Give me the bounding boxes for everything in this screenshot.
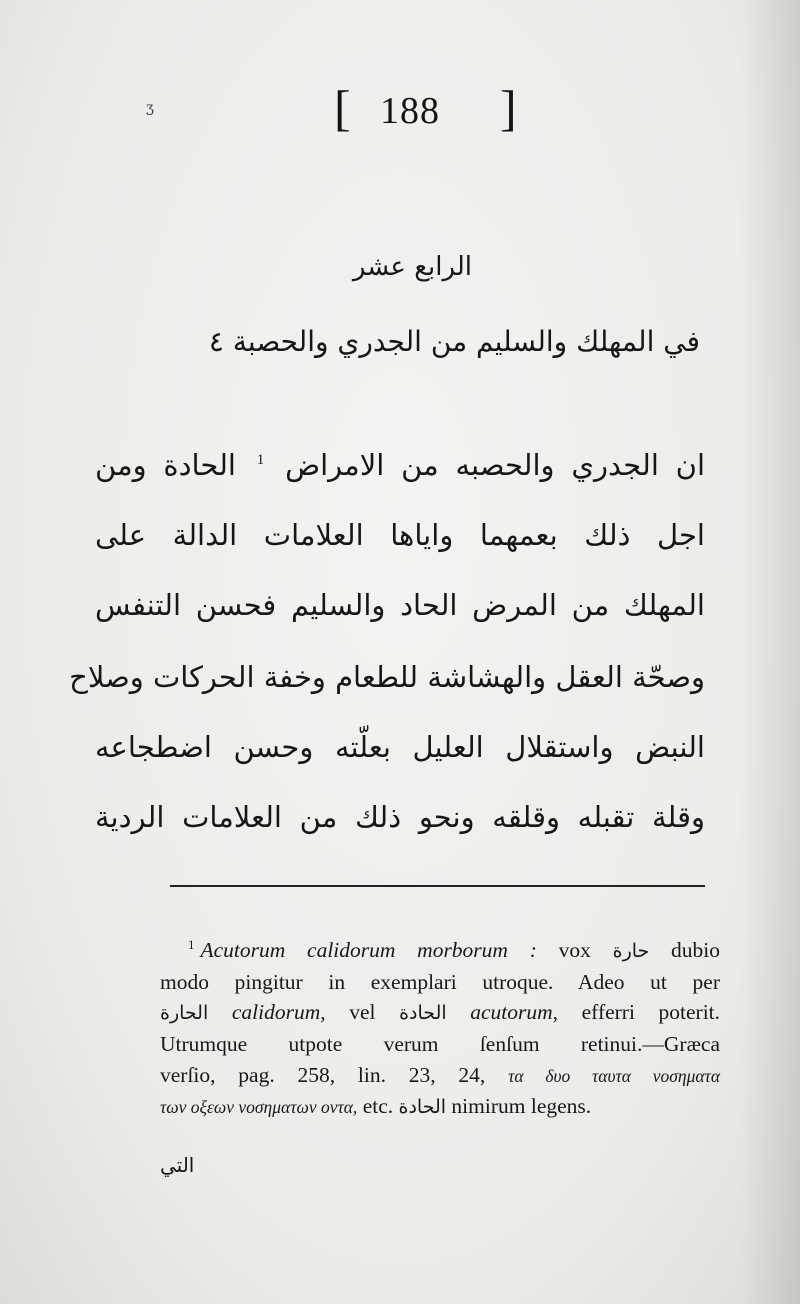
margin-mark: ʒ	[146, 100, 154, 116]
chapter-subtitle: في المهلك والسليم من الجدري والحصبة ٤	[208, 325, 700, 358]
footnote-italic-text: acutorum,	[470, 1000, 559, 1025]
page-number-bracket-right: ]	[500, 80, 517, 136]
footnote-greek-text: τα δυο ταυτα νοσηματα	[508, 1065, 721, 1086]
footnote-line	[160, 1091, 720, 1123]
arabic-text-line: المهلك من المرض الحاد والسليم فحسن التنفس	[95, 588, 705, 622]
footnote-text: vel	[349, 1000, 376, 1025]
footnote-line: Utrumque utpote verum ſenſum retinui.—Græca	[160, 1031, 720, 1056]
page-header	[0, 78, 800, 148]
page-edge-shadow	[740, 0, 800, 1304]
footnote-marker: 1	[256, 452, 265, 469]
footnote	[160, 930, 720, 1123]
footnote-italic-text: calidorum,	[231, 1000, 326, 1025]
footnote-text: nimirum legens.	[451, 1094, 592, 1119]
footnote-italic-text: Acutorum calidorum morborum :	[200, 938, 537, 963]
chapter-title: الرابع عشر	[352, 252, 472, 282]
arabic-text-line: النبض واستقلال العليل بعلّته وحسن اضطجاعه	[95, 730, 705, 764]
footnote-line	[160, 997, 720, 1029]
arabic-text-line: وقلة تقبله وقلقه ونحو ذلك من العلامات الردية	[95, 800, 705, 834]
footnote-arabic-word: الحارة	[160, 1002, 209, 1025]
footnote-text: efferri poterit.	[581, 1000, 721, 1025]
arabic-text-segment: ان الجدري والحصبه من الامراض	[285, 448, 706, 482]
footnote-line	[160, 930, 720, 967]
footnote-text: etc.	[362, 1094, 394, 1119]
footnote-arabic-word: الحادة	[399, 1002, 447, 1025]
footnote-greek-text: των οξεων νοσηματων οντα,	[160, 1097, 358, 1118]
footnote-ref-number: 1	[188, 937, 195, 952]
footnote-catchword: التي	[160, 1153, 195, 1177]
footnote-line	[160, 1060, 720, 1092]
arabic-text-line	[95, 448, 705, 482]
footnote-text: vox	[558, 938, 591, 963]
page-number: 188	[380, 90, 440, 132]
footnote-text: dubio	[671, 938, 721, 963]
footnote-divider	[170, 885, 705, 887]
footnote-arabic-word: حارة	[612, 940, 650, 963]
footnote-text: verſio, pag. 258, lin. 23, 24,	[160, 1062, 486, 1087]
arabic-text-segment: الحادة ومن	[95, 448, 236, 482]
arabic-text-line: اجل ذلك بعمهما واياها العلامات الدالة على	[95, 518, 705, 552]
page-number-bracket-left: [	[334, 80, 351, 136]
footnote-arabic-word: الحادة	[398, 1096, 447, 1119]
footnote-line: modo pingitur in exemplari utroque. Adeo ut per	[160, 969, 720, 994]
arabic-text-line: وصحّة العقل والهشاشة للطعام وخفة الحركات وصلاح	[69, 660, 705, 694]
